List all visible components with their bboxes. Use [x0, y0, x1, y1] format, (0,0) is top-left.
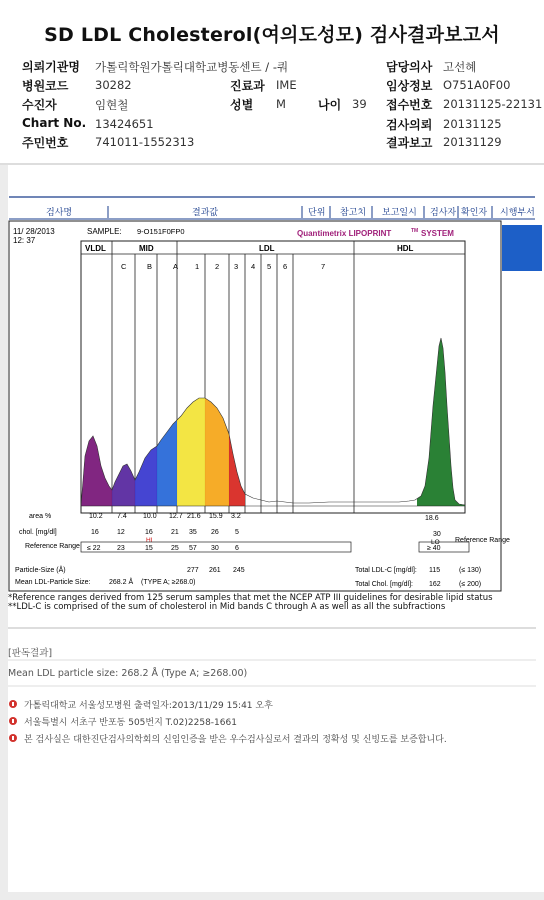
- ref-c: 23: [117, 545, 125, 552]
- age-value: 39: [352, 97, 367, 111]
- chol-c: 12: [117, 529, 125, 536]
- col-reference: 참고치: [340, 208, 367, 218]
- area-a: 12.7: [169, 513, 183, 520]
- chol-vldl: 16: [91, 529, 99, 536]
- chol-1: 35: [189, 529, 197, 536]
- report-date-value: 20131129: [443, 135, 502, 149]
- curve-fill-ldl-2: [205, 398, 229, 506]
- area-hdl: 18.6: [425, 515, 439, 522]
- doctor-value: 고선혜: [443, 60, 477, 74]
- col-verifier: 확인자: [461, 208, 488, 218]
- footer-line-2: 서울특별시 서초구 반포동 505번지 T.02)2258-1661: [24, 718, 237, 728]
- area-vldl: 10.2: [89, 513, 103, 520]
- total-chol-value: 162: [429, 581, 441, 588]
- report-marker: [502, 225, 542, 271]
- band-label-1: 1: [195, 262, 200, 271]
- referrer-label: 의뢰기관명: [22, 60, 80, 74]
- group-hdl: HDL: [397, 244, 414, 253]
- resident-no-value: 741011-1552313: [95, 135, 195, 149]
- band-label-2: 2: [215, 262, 220, 271]
- chol-2: 26: [211, 529, 219, 536]
- patient-value: 임현철: [95, 98, 129, 112]
- lipoprint-report: [9, 196, 510, 616]
- resident-no-label: 주민번호: [22, 136, 69, 150]
- band-label-6: 6: [283, 262, 288, 271]
- report-frame: [9, 221, 501, 591]
- mean-size-value: 268.2 Å: [109, 579, 134, 586]
- band-label-5: 5: [267, 262, 272, 271]
- report-date: 11/ 28/2013: [13, 227, 55, 236]
- chol-3: 5: [235, 529, 239, 536]
- dept-label: 진료과: [230, 79, 265, 93]
- total-ldl-value: 115: [429, 567, 441, 574]
- curve-fill-mid-a: [157, 420, 177, 506]
- report-date-label: 결과보고: [386, 136, 433, 150]
- curve-fill-mid-c: [112, 464, 135, 506]
- footer-line-3: 본 검사실은 대한진단검사의학회의 신임인증을 받은 우수검사실로서 결과의 정확성 및 신빙도를 보증합니다.: [24, 735, 447, 745]
- doctor-label: 담당의사: [386, 60, 433, 74]
- col-result: 결과값: [192, 208, 219, 218]
- data-table: [15, 513, 510, 588]
- sample-label: SAMPLE:: [87, 227, 122, 236]
- curve-fill-vldl: [81, 436, 112, 506]
- ref-1: 57: [189, 545, 197, 552]
- bullet-icon: [9, 734, 17, 742]
- col-unit: 단위: [308, 208, 326, 218]
- clinical-info-label: 임상정보: [386, 79, 433, 93]
- band-label-b: B: [147, 262, 153, 271]
- ref-a: 25: [171, 545, 179, 552]
- size-3: 245: [233, 567, 245, 574]
- chart-no-value: 13424651: [95, 117, 154, 131]
- hospital-code-label: 병원코드: [22, 79, 69, 93]
- total-chol-ref: (≤ 200): [459, 581, 482, 588]
- mean-size-type: (TYPE A; ≥268.0): [141, 579, 196, 586]
- area-b: 10.0: [143, 513, 157, 520]
- band-label-7: 7: [321, 262, 326, 271]
- chol-a: 21: [171, 529, 179, 536]
- col-department: 시행부서: [500, 208, 535, 218]
- area-3: 3.2: [231, 513, 241, 520]
- curve-fill-mid-b: [135, 446, 157, 506]
- curve-fill-ldl-1: [177, 398, 205, 506]
- band-label-a: A: [173, 262, 179, 271]
- brand-tail: SYSTEM: [421, 229, 454, 238]
- total-chol-label: Total Chol. [mg/dl]:: [355, 581, 413, 588]
- brand-tm: TM: [411, 228, 419, 234]
- section-rule-3: [0, 684, 544, 688]
- ref-vldl: ≤ 22: [87, 545, 101, 552]
- page-title: SD LDL Cholesterol(여의도성모) 검사결과보고서: [44, 24, 500, 46]
- chol-b: 16: [145, 529, 153, 536]
- clinical-info-value: O751A0F00: [443, 78, 511, 92]
- request-date-value: 20131125: [443, 117, 502, 131]
- ref-b: 15: [145, 545, 153, 552]
- chart-no-label: Chart No.: [22, 116, 87, 130]
- size-2: 261: [209, 567, 221, 574]
- request-date-label: 검사의뢰: [386, 118, 433, 132]
- row-ref-label: Reference Range: [25, 543, 80, 550]
- hospital-code-value: 30282: [95, 78, 132, 92]
- curve-fill-hdl: [417, 338, 465, 506]
- bullet-icon: [9, 717, 17, 725]
- section-rule: [0, 626, 544, 630]
- group-ldl: LDL: [259, 244, 275, 253]
- group-vldl: VLDL: [85, 244, 106, 253]
- ref-3: 6: [235, 545, 239, 552]
- footnote-1: *Reference ranges derived from 125 serum samples that met the NCEP ATP III guidelines for desirable lipid status: [8, 593, 493, 603]
- referrer-value: 가톨릭학원가톨릭대학교병동센트 / -쿼: [95, 60, 289, 74]
- chol-mid-flag: HI: [146, 537, 153, 544]
- electrophoresis-curve: [81, 338, 465, 506]
- row-size-label: Particle-Size (Å): [15, 567, 66, 574]
- sex-value: M: [276, 97, 286, 111]
- col-report-time: 보고일시: [382, 208, 417, 218]
- band-label-4: 4: [251, 262, 256, 271]
- brand-text: Quantimetrix LIPOPRINT: [297, 229, 392, 238]
- area-c: 7.4: [117, 513, 127, 520]
- row-area-label: area %: [29, 513, 52, 520]
- total-ldl-ref: (≤ 130): [459, 567, 482, 574]
- ref-hdl: ≥ 40: [427, 545, 441, 552]
- chol-hdl-flag: LO: [431, 539, 440, 546]
- area-1: 21.6: [187, 513, 201, 520]
- group-mid: MID: [139, 244, 154, 253]
- size-1: 277: [187, 567, 199, 574]
- chol-hdl: 30: [433, 531, 441, 538]
- footer-line-1: 가톨릭대학교 서울성모병원 출력일자:2013/11/29 15:41 오후: [24, 701, 273, 711]
- patient-label: 수진자: [22, 98, 57, 112]
- interpretation-title: [판독결과]: [8, 648, 53, 659]
- receipt-no-value: 20131125-22131: [443, 97, 543, 111]
- row-chol-label: chol. [mg/dl]: [19, 529, 57, 536]
- ref-2: 30: [211, 545, 219, 552]
- receipt-no-label: 접수번호: [386, 98, 433, 112]
- band-labels: [121, 262, 325, 271]
- band-label-c: C: [121, 262, 127, 271]
- sex-label: 성별: [230, 98, 254, 112]
- section-rule-2: [0, 658, 544, 662]
- area-2: 15.9: [209, 513, 223, 520]
- interpretation-text: Mean LDL particle size: 268.2 Å (Type A; ≥268.00): [8, 668, 248, 679]
- mean-size-label: Mean LDL-Particle Size:: [15, 579, 91, 586]
- col-test-name: 검사명: [46, 208, 73, 218]
- footnote-2: **LDL-C is comprised of the sum of cholesterol in Mid bands C through A as well as all the subfractions: [8, 602, 446, 612]
- bullet-icon: [9, 700, 17, 708]
- total-ldl-label: Total LDL-C [mg/dl]:: [355, 567, 417, 574]
- band-label-3: 3: [234, 262, 239, 271]
- report-time: 12: 37: [13, 236, 36, 245]
- sample-id: 9-O151F0FP0: [137, 227, 185, 236]
- col-tester: 검사자: [430, 208, 457, 218]
- dept-value: IME: [276, 78, 297, 92]
- ref-range-label-right: Reference Range: [455, 537, 510, 544]
- age-label: 나이: [318, 98, 342, 112]
